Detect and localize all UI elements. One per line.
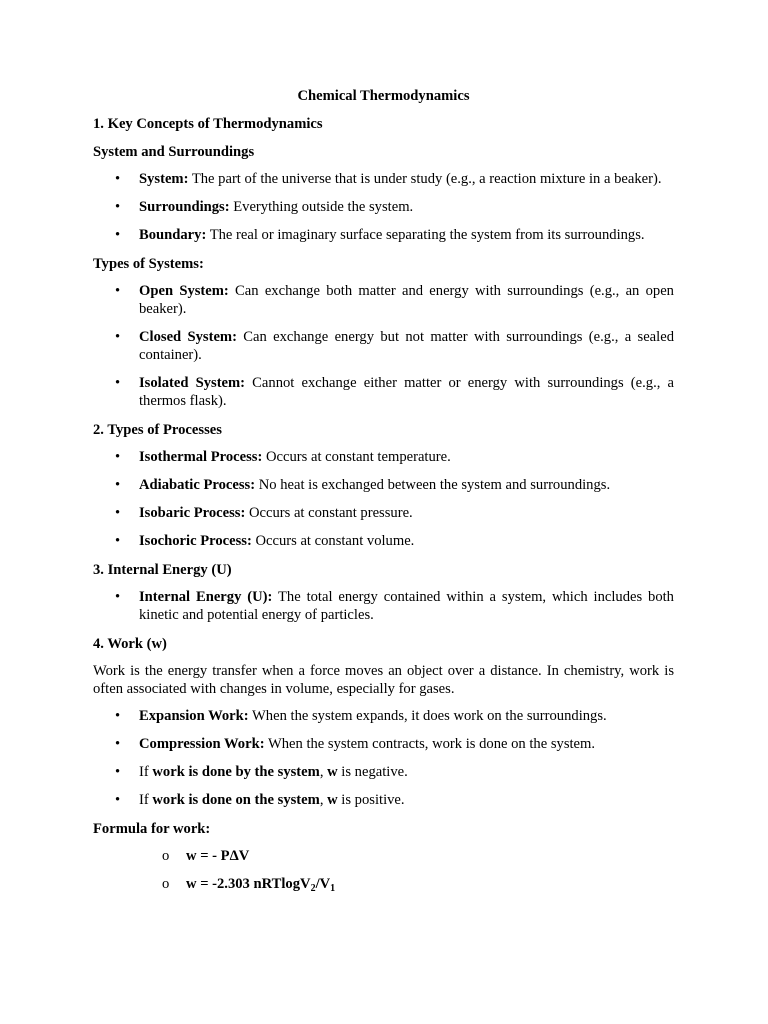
definition: Can exchange energy but not matter with surroundings (e.g., a sealed container). (139, 329, 674, 363)
term: Open System: (139, 283, 229, 299)
term: Isochoric Process: (139, 533, 252, 549)
definition: The real or imaginary surface separating the system from its surroundings. (206, 227, 645, 243)
document-page (93, 86, 674, 903)
circle-bullet-icon: o (162, 876, 170, 892)
list-internal-energy (93, 588, 674, 624)
circle-bullet-icon: o (162, 848, 170, 864)
definition: No heat is exchanged between the system and surroundings. (255, 477, 611, 493)
definition: Can exchange both matter and energy with surroundings (e.g., an open beaker). (139, 283, 674, 317)
list-item (93, 198, 674, 216)
definition: Occurs at constant volume. (251, 533, 415, 549)
term: Adiabatic Process: (139, 477, 256, 493)
subheading-system-surroundings: System and Surroundings (93, 144, 255, 160)
term: Isothermal Process: (139, 449, 263, 465)
page-title: Chemical Thermodynamics (297, 88, 470, 104)
term: Boundary: (139, 227, 207, 243)
list-item (93, 170, 674, 188)
definition: The total energy contained within a system, which includes both kinetic and potential energy of particles. (139, 589, 674, 623)
bullet-icon: • (115, 505, 121, 521)
subscript: 1 (330, 883, 336, 894)
definition: Everything outside the system. (229, 199, 414, 215)
list-item (93, 504, 674, 522)
term: Isobaric Process: (139, 505, 246, 521)
term: Closed System: (139, 329, 237, 345)
list-item (93, 763, 674, 781)
term: Expansion Work: (139, 708, 249, 724)
definition: The part of the universe that is under study (e.g., a reaction mixture in a beaker). (188, 171, 662, 187)
list-item (93, 532, 674, 550)
list-item (93, 791, 674, 809)
work-intro-paragraph: Work is the energy transfer when a force moves an object over a distance. In chemistry, work is often associated with changes in volume, especially for gases. (93, 663, 674, 697)
term: Internal Energy (U): (139, 589, 273, 605)
list-item (93, 707, 674, 725)
formula-slash: /V (315, 876, 331, 892)
definition: Cannot exchange either matter or energy with surroundings (e.g., a thermos flask). (139, 375, 674, 409)
section-heading-key-concepts: 1. Key Concepts of Thermodynamics (93, 116, 323, 132)
term: System: (139, 171, 189, 187)
term: Isolated System: (139, 375, 246, 391)
bullet-icon: • (115, 449, 121, 465)
list-item (93, 588, 674, 624)
formula-item (93, 847, 674, 865)
text: If (139, 792, 153, 808)
text: is negative. (337, 764, 408, 780)
section-heading-work: 4. Work (w) (93, 636, 167, 652)
emphasis: work is done by the system (152, 764, 320, 780)
formula-main: w = -2.303 nRTlogV (186, 876, 311, 892)
bullet-icon: • (115, 589, 121, 605)
formula-item (93, 875, 674, 893)
list-item (93, 476, 674, 494)
list-work (93, 707, 674, 809)
text: If (139, 764, 153, 780)
bullet-icon: • (115, 199, 121, 215)
definition: When the system contracts, work is done on the system. (264, 736, 596, 752)
bullet-icon: • (115, 764, 121, 780)
subheading-types-of-systems: Types of Systems: (93, 256, 204, 272)
variable: w (327, 764, 338, 780)
bullet-icon: • (115, 227, 121, 243)
definition: Occurs at constant pressure. (245, 505, 413, 521)
text: , (319, 764, 328, 780)
variable: w (327, 792, 338, 808)
bullet-icon: • (115, 375, 121, 391)
term: Compression Work: (139, 736, 265, 752)
section-heading-internal-energy: 3. Internal Energy (U) (93, 562, 232, 578)
bullet-icon: • (115, 329, 121, 345)
subscript: 2 (310, 883, 316, 894)
bullet-icon: • (115, 283, 121, 299)
list-item (93, 448, 674, 466)
term: Surroundings: (139, 199, 230, 215)
formula: w = - PΔV (186, 848, 250, 864)
bullet-icon: • (115, 792, 121, 808)
list-item (93, 735, 674, 753)
formula-list (93, 847, 674, 893)
list-types-of-systems (93, 282, 674, 410)
definition: Occurs at constant temperature. (262, 449, 451, 465)
text: is positive. (337, 792, 405, 808)
bullet-icon: • (115, 533, 121, 549)
section-heading-processes: 2. Types of Processes (93, 422, 222, 438)
list-system-surroundings (93, 170, 674, 244)
formula-heading: Formula for work: (93, 821, 211, 837)
bullet-icon: • (115, 171, 121, 187)
bullet-icon: • (115, 477, 121, 493)
list-item (93, 374, 674, 410)
bullet-icon: • (115, 708, 121, 724)
emphasis: work is done on the system (152, 792, 320, 808)
text: , (319, 792, 328, 808)
list-item (93, 282, 674, 318)
definition: When the system expands, it does work on the surroundings. (248, 708, 607, 724)
list-processes (93, 448, 674, 550)
list-item (93, 328, 674, 364)
list-item (93, 226, 674, 244)
bullet-icon: • (115, 736, 121, 752)
